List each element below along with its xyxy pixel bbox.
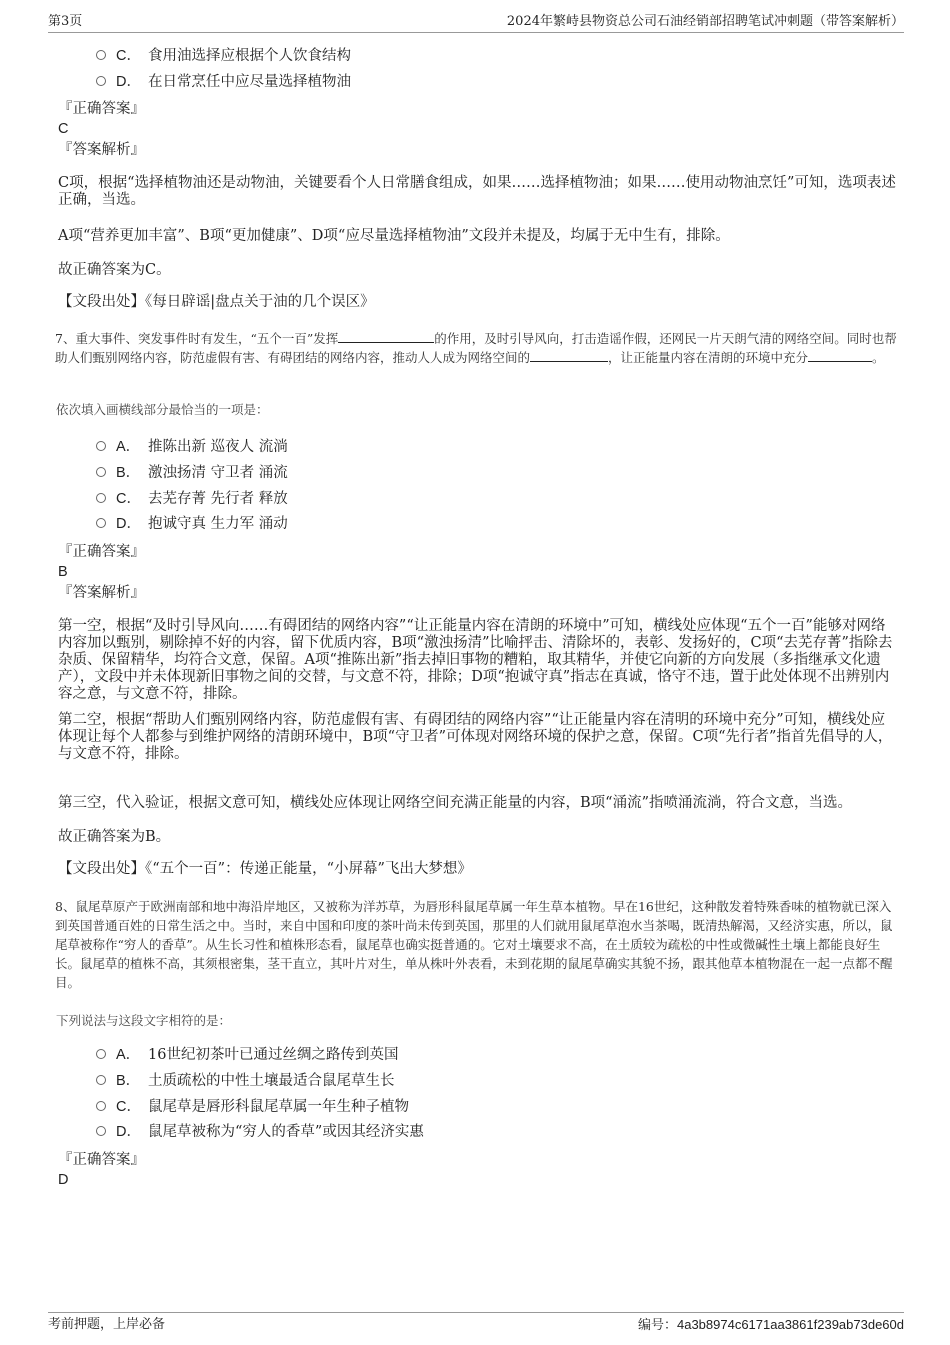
footer-slogan: 考前押题，上岸必备	[48, 1317, 166, 1332]
q6-answer: C	[58, 121, 69, 137]
fill-blank	[338, 330, 434, 343]
q7-option-b[interactable]: B． 激浊扬清 守卫者 涌流	[96, 463, 288, 483]
document-code: 编号：4a3b8974c6171aa3861f239ab73de60d	[637, 1317, 904, 1333]
radio-icon[interactable]	[96, 518, 106, 528]
q8-answer-label: 『正确答案』	[58, 1152, 145, 1168]
radio-icon[interactable]	[96, 493, 106, 503]
radio-icon[interactable]	[96, 467, 106, 477]
q7-option-a[interactable]: A． 推陈出新 巡夜人 流淌	[96, 437, 288, 457]
q6-option-d[interactable]: D． 在日常烹任中应尽量选择植物油	[96, 72, 351, 92]
q7-analysis-paragraph: 故正确答案为B。	[58, 829, 171, 845]
q8-answer: D	[58, 1172, 69, 1188]
radio-icon[interactable]	[96, 1126, 106, 1136]
q6-option-c[interactable]: C． 食用油选择应根据个人饮食结构	[96, 46, 351, 66]
q8-option-a[interactable]: A． 16世纪初茶叶已通过丝绸之路传到英国	[96, 1045, 398, 1065]
radio-icon[interactable]	[96, 76, 106, 86]
q7-stem: 7、重大事件、突发事件时有发生，“五个一百”发挥 的作用，及时引导风向，打击造谣作假，还网民一片天朗气清的网络空间。同时也帮助人们甄别网络内容，防范虚假有害、有碍团结的网络内容，推动人人成为网络空间的 ，让正能量内容在清朗的环境中充分 。	[55, 331, 897, 365]
q7-analysis-paragraph: 第二空，根据“帮助人们甄别网络内容，防范虚假有害、有碍团结的网络内容”“让正能量内容在清明的环境中充分”可知，横线处应体现让每个人都参与到维护网络的清朗环境中，B项“守卫者”可体现对网络环境的保护之意，保留。C项“先行者”指首先倡导的人，与文意不符，排除。	[58, 712, 893, 762]
q8-option-b[interactable]: B． 土质疏松的中性土壤最适合鼠尾草生长	[96, 1071, 395, 1091]
radio-icon[interactable]	[96, 50, 106, 60]
q8-option-c[interactable]: C． 鼠尾草是唇形科鼠尾草属一年生种子植物	[96, 1097, 409, 1117]
radio-icon[interactable]	[96, 1049, 106, 1059]
page-number: 第3页	[48, 14, 83, 29]
q7-analysis-paragraph: 第三空，代入验证，根据文意可知，横线处应体现让网络空间充满正能量的内容，B项“涌流”指喷涌流淌，符合文意，当选。	[58, 795, 852, 811]
radio-icon[interactable]	[96, 1075, 106, 1085]
q6-analysis-label: 『答案解析』	[58, 142, 145, 158]
page-footer	[48, 1312, 904, 1335]
q7-source: 【文段出处】《“五个一百”：传递正能量，“小屏幕”飞出大梦想》	[58, 861, 472, 877]
radio-icon[interactable]	[96, 441, 106, 451]
page-header	[48, 14, 904, 33]
q6-answer-label: 『正确答案』	[58, 101, 145, 117]
q8-stem: 8、鼠尾草原产于欧洲南部和地中海沿岸地区，又被称为洋苏草，为唇形科鼠尾草属一年生草本植物。早在16世纪，这种散发着特殊香味的植物就已深入到英国普通百姓的日常生活之中。当时，来自中国和印度的茶叶尚未传到英国，那里的人们就用鼠尾草泡水当茶喝，既清热解渴，又经济实惠，所以，鼠尾草被称作“穷人的香草”。从生长习性和植株形态看，鼠尾草也确实挺普通的。它对土壤要求不高，在土质较为疏松的中性或微碱性土壤上都能良好生长。鼠尾草的植株不高，其须根密集，茎干直立，其叶片对生，单从株叶外表看，未到花期的鼠尾草确实其貌不扬，跟其他草本植物混在一起一点都不醒目。	[55, 899, 893, 990]
q7-analysis-paragraph: 第一空，根据“及时引导风向……有碍团结的网络内容”“让正能量内容在清朗的环境中”可知，横线处应体现“五个一百”能够对网络内容加以甄别，剔除掉不好的内容，留下优质内容，B项“激浊扬清”比喻抨击、清除坏的，表彰、发扬好的，C项“去芜存菁”指除去杂质、保留精华，均符合文意，保留。A项“推陈出新”指去掉旧事物的糟粕，取其精华，并使它向新的方向发展（多指继承文化遗产），文段中并未体现新旧事物之间的交替，与文意不符，排除；D项“抱诚守真”指志在真诚，恪守不违，置于此处体现不出辨别内容之意，与文意不符，排除。	[58, 618, 893, 702]
q8-option-d[interactable]: D． 鼠尾草被称为“穷人的香草”或因其经济实惠	[96, 1122, 424, 1142]
radio-icon[interactable]	[96, 1101, 106, 1111]
q7-analysis-label: 『答案解析』	[58, 585, 145, 601]
q7-prompt: 依次填入画横线部分最恰当的一项是：	[56, 402, 269, 417]
q6-analysis-paragraph: 故正确答案为C。	[58, 262, 171, 278]
q7-option-d[interactable]: D． 抱诚守真 生力军 涌动	[96, 514, 288, 534]
q7-answer-label: 『正确答案』	[58, 544, 145, 560]
fill-blank	[530, 349, 608, 362]
q6-analysis-paragraph: A项“营养更加丰富”、B项“更加健康”、D项“应尽量选择植物油”文段并未提及，均属于无中生有，排除。	[58, 228, 730, 244]
document-title: 2024年繁峙县物资总公司石油经销部招聘笔试冲刺题（带答案解析）	[506, 14, 904, 29]
q6-analysis-paragraph: C项，根据“选择植物油还是动物油，关键要看个人日常膳食组成，如果……选择植物油；如果……使用动物油烹饪”可知，选项表述正确，当选。	[58, 175, 896, 208]
fill-blank	[808, 349, 872, 362]
q7-option-c[interactable]: C． 去芜存菁 先行者 释放	[96, 489, 288, 509]
q8-prompt: 下列说法与这段文字相符的是：	[56, 1013, 232, 1028]
q7-answer: B	[58, 564, 68, 580]
q6-source: 【文段出处】《每日辟谣|盘点关于油的几个误区》	[58, 294, 375, 310]
